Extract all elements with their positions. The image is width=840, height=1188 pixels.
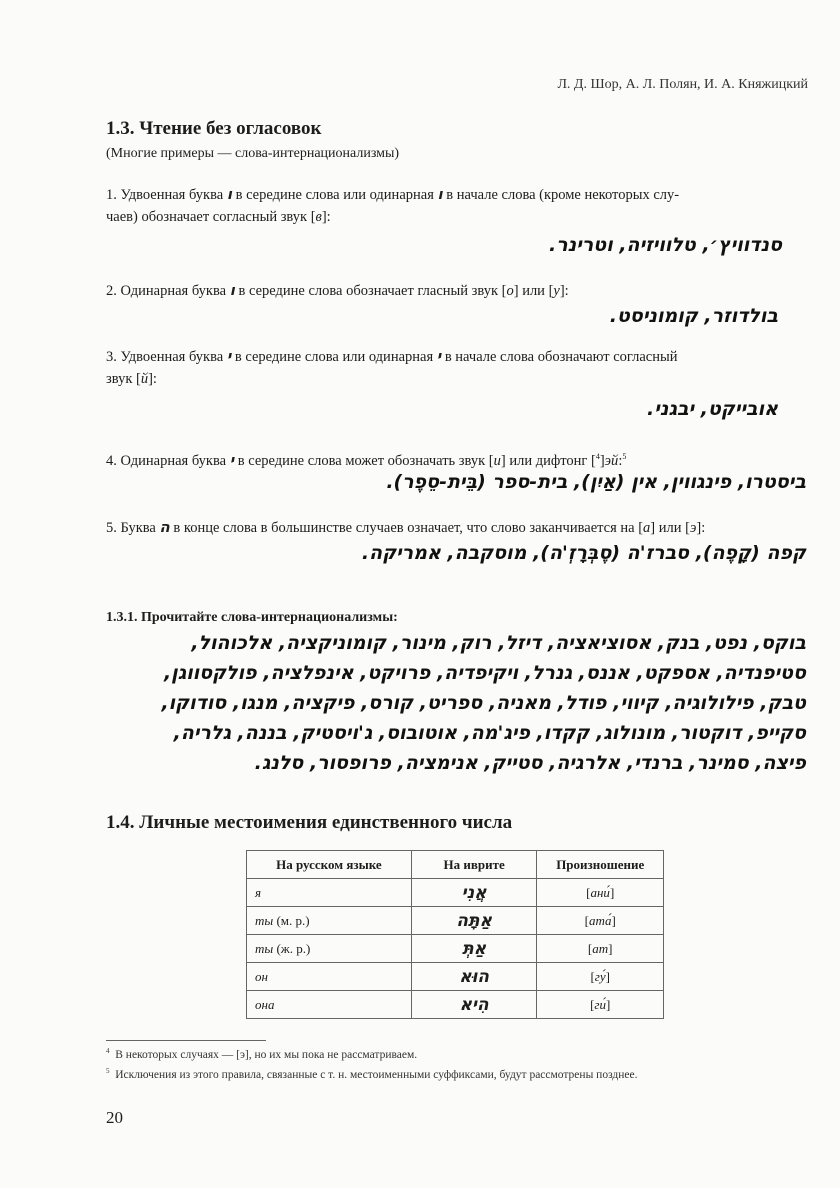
cell-hebrew: אֲנִי: [411, 879, 537, 907]
cell-pronunciation: [ги́]: [537, 991, 664, 1019]
page-number: 20: [106, 1108, 123, 1127]
rule-4-text: 4. Одинарная буква י в середине слова может обозначать звук [и] или дифтонг [$^4$]эй:$^5$: [106, 450, 627, 469]
rule-2-text: 2. Одинарная буква ו в середине слова обозначает гласный звук [о] или [у]:: [106, 281, 569, 299]
rule-3-hebrew-example: אובייקט, יבגני.: [647, 398, 778, 420]
word-list-line: פיצה, סמינר, ברנדי, אלרגיה, סטייק, אנימציה, פרופסור, סלנג.: [254, 752, 806, 774]
pronouns-table: [246, 850, 664, 1019]
rule-2-hebrew-example: בולדוזר, קומוניסט.: [609, 305, 778, 327]
section-subtitle: (Многие примеры — слова-интернационализмы): [106, 146, 400, 161]
cell-russian: он: [247, 963, 412, 991]
exercise-word-list: [106, 628, 806, 778]
footnote-ref-4[interactable]: 4: [595, 452, 600, 461]
footnote-ref-5[interactable]: 5: [622, 452, 627, 461]
cell-pronunciation: [ат]: [537, 935, 664, 963]
table-header-row: [247, 851, 664, 879]
cell-pronunciation: [ани́]: [537, 879, 664, 907]
cell-hebrew: הוּא: [411, 963, 537, 991]
cell-hebrew: אַתְּ: [411, 935, 537, 963]
exercise-title-1-3-1: 1.3.1. Прочитайте слова-интернационализмы:: [106, 610, 398, 625]
letter-vav-glyph: ו: [226, 185, 232, 203]
letter-he-glyph: ה: [159, 518, 170, 536]
cell-russian: она: [247, 991, 412, 1019]
letter-vav-glyph: ו: [229, 281, 235, 299]
footnote-divider: [106, 1040, 266, 1041]
table-row: [247, 991, 664, 1019]
table-row: [247, 935, 664, 963]
column-header-hebrew: На иврите: [411, 851, 537, 879]
letter-vav-glyph: ו: [437, 185, 443, 203]
rule-5-text: 5. Буква ה в конце слова в большинстве случаев означает, что слово заканчивается на [а] или [э]:: [106, 518, 706, 536]
word-list-line: טבק, פילולוגיה, קיווי, פודל, מאניה, ספריט, קורס, פיקציה, מנגו, סודוקו,: [161, 692, 806, 714]
running-header-authors: Л. Д. Шор, А. Л. Полян, И. А. Княжицкий: [557, 77, 808, 92]
rule-5-hebrew-example: קפה (קָפֶה), סברז'ה (סֶבְּרָזְ'ה), מוסקבה, אמריקה.: [361, 542, 806, 564]
letter-yod-glyph: י: [436, 347, 442, 365]
letter-yod-glyph: י: [229, 450, 235, 469]
table-row: [247, 879, 664, 907]
rule-1-hebrew-example: סנדוויץ׳, טלוויזיה, וטרינר.: [548, 234, 782, 256]
table-row: [247, 963, 664, 991]
cell-russian: ты (м. р.): [247, 907, 412, 935]
cell-pronunciation: [гу́]: [537, 963, 664, 991]
column-header-pronunciation: Произношение: [537, 851, 664, 879]
cell-hebrew: אַתָּה: [411, 907, 537, 935]
section-title-1-4: 1.4. Личные местоимения единственного числа: [106, 812, 513, 833]
cell-russian: я: [247, 879, 412, 907]
footnote-4: $^4$ В некоторых случаях — [э], но их мы пока не рассматриваем.: [106, 1047, 418, 1061]
cell-hebrew: הִיא: [411, 991, 537, 1019]
word-list-line: בוקס, נפט, בנק, אסוציאציה, דיזל, רוק, מינור, קומוניקציה, אלכוהול,: [191, 632, 806, 654]
rule-3-text: 3. Удвоенная буква י в середине слова или одинарная י в начале слова обозначают согласный звук [й]:: [106, 347, 678, 387]
table-row: [247, 907, 664, 935]
cell-pronunciation: [ата́]: [537, 907, 664, 935]
rule-1-text: 1. Удвоенная буква ו в середине слова или одинарная ו в начале слова (кроме некоторых слу- чаев) обозначает согласный звук [в]:: [106, 185, 680, 225]
section-title-1-3: 1.3. Чтение без огласовок: [106, 118, 322, 139]
letter-yod-glyph: י: [226, 347, 232, 365]
rule-4-hebrew-example: ביסטרו, פינגווין, אין (אַיִן), בית-ספר (בֵּית-סֵפֶר).: [386, 471, 806, 493]
word-list-line: סקייפ, דוקטור, מונולוג, קקדו, פיג'מה, אוטובוס, ג'ויסטיק, בננה, גלריה,: [173, 722, 806, 744]
cell-russian: ты (ж. р.): [247, 935, 412, 963]
column-header-russian: На русском языке: [247, 851, 412, 879]
footnote-5: $^5$ Исключения из этого правила, связанные с т. н. местоименными суффиксами, будут рассмотрены позднее.: [106, 1067, 638, 1081]
word-list-line: סטיפנדיה, אספקט, אננס, גנרל, ויקיפדיה, פרויקט, אינפלציה, פולקסווגן,: [163, 662, 806, 684]
